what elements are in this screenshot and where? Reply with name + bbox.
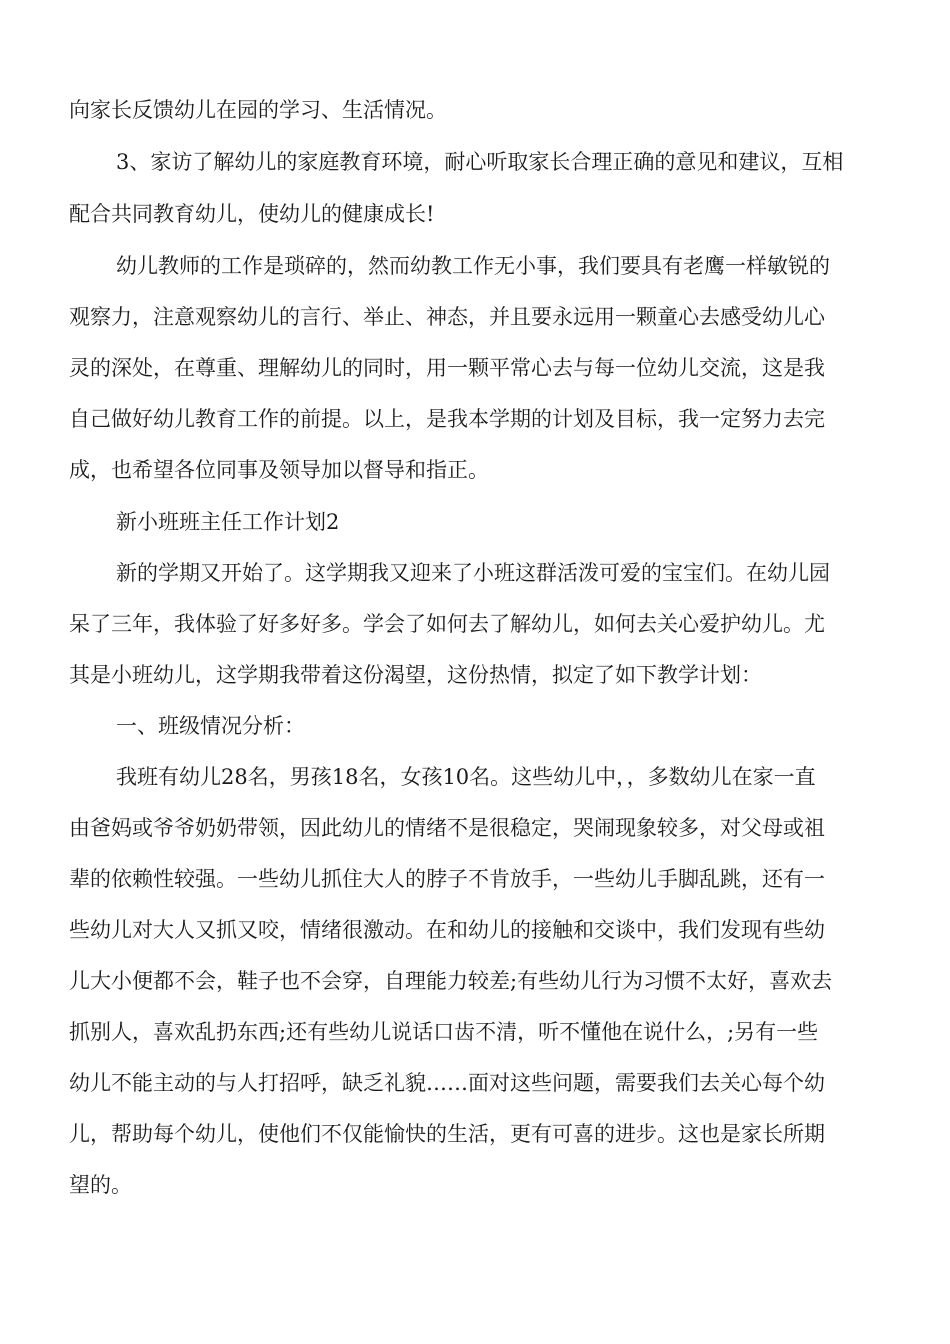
text-line: 由爸妈或爷爷奶奶带领，因此幼儿的情绪不是很稳定，哭闹现象较多，对父母或祖 bbox=[69, 816, 825, 840]
text-line: 新的学期又开始了。这学期我又迎来了小班这群活泼可爱的宝宝们。在幼儿园 bbox=[116, 561, 830, 585]
text-line: 其是小班幼儿，这学期我带着这份渴望，这份热情，拟定了如下教学计划： bbox=[69, 663, 762, 687]
text-line: 灵的深处，在尊重、理解幼儿的同时，用一颗平常心去与每一位幼儿交流，这是我 bbox=[69, 356, 825, 380]
text-line: 配合共同教育幼儿，使幼儿的健康成长! bbox=[69, 202, 435, 226]
text-line: 抓别人，喜欢乱扔东西;还有些幼儿说话口齿不清，听不懂他在说什么，;另有一些 bbox=[69, 1020, 819, 1044]
text-line: 3、家访了解幼儿的家庭教育环境，耐心听取家长合理正确的意见和建议，互相 bbox=[116, 150, 844, 174]
text-line: 观察力，注意观察幼儿的言行、举止、神态，并且要永远用一颗童心去感受幼儿心 bbox=[69, 305, 825, 329]
text-line: 我班有幼儿28名，男孩18名，女孩10名。这些幼儿中，，多数幼儿在家一直 bbox=[116, 765, 816, 789]
text-line: 自己做好幼儿教育工作的前提。以上，是我本学期的计划及目标，我一定努力去完 bbox=[69, 407, 825, 431]
section-heading: 新小班班主任工作计划2 bbox=[116, 510, 340, 534]
text-line: 些幼儿对大人又抓又咬，情绪很激动。在和幼儿的接触和交谈中，我们发现有些幼 bbox=[69, 918, 825, 942]
subsection-heading: 一、班级情况分析： bbox=[116, 714, 305, 738]
text-line: 幼儿不能主动的与人打招呼，缺乏礼貌……面对这些问题，需要我们去关心每个幼 bbox=[69, 1071, 825, 1095]
text-line: 儿，帮助每个幼儿，使他们不仅能愉快的生活，更有可喜的进步。这也是家长所期 bbox=[69, 1122, 825, 1146]
text-line: 幼儿教师的工作是琐碎的，然而幼教工作无小事，我们要具有老鹰一样敏锐的 bbox=[116, 254, 830, 278]
text-line: 向家长反馈幼儿在园的学习、生活情况。 bbox=[69, 98, 447, 122]
text-line: 成，也希望各位同事及领导加以督导和指正。 bbox=[69, 458, 489, 482]
text-line: 儿大小便都不会，鞋子也不会穿，自理能力较差;有些幼儿行为习惯不太好，喜欢去 bbox=[69, 969, 833, 993]
text-line: 呆了三年，我体验了好多好多。学会了如何去了解幼儿，如何去关心爱护幼儿。尤 bbox=[69, 612, 825, 636]
text-line: 望的。 bbox=[69, 1173, 132, 1197]
text-line: 辈的依赖性较强。一些幼儿抓住大人的脖子不肯放手，一些幼儿手脚乱跳，还有一 bbox=[69, 867, 825, 891]
